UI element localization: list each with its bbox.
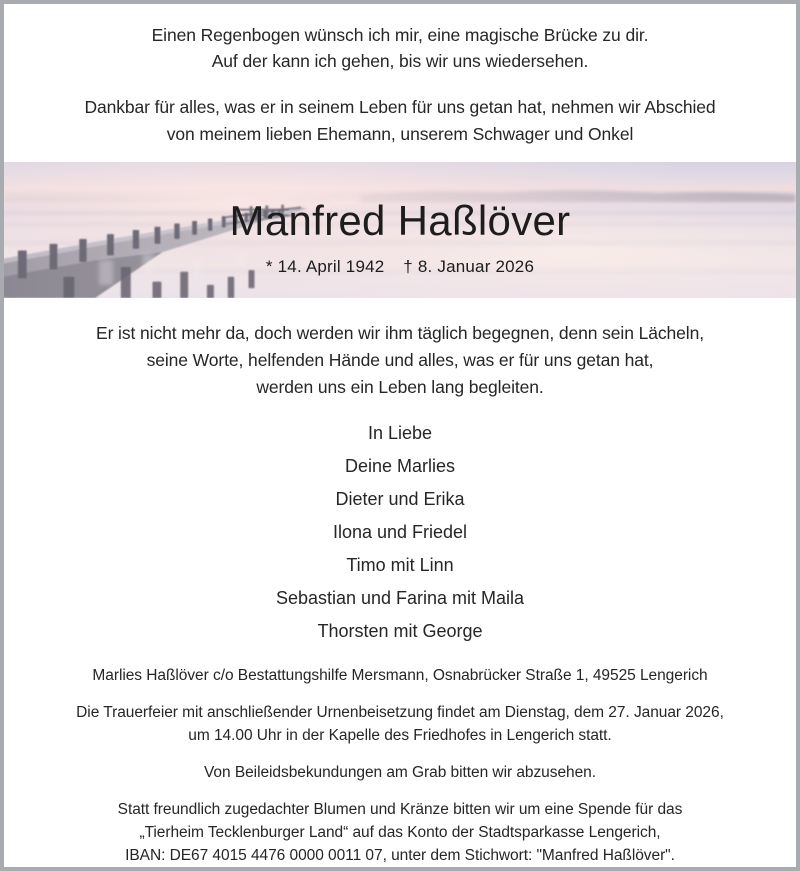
- family-member: Deine Marlies: [344, 456, 456, 476]
- verse-line-1: Einen Regenbogen wünsch ich mir, eine magische Brücke zu dir.: [151, 25, 649, 45]
- condolences-note: [38, 761, 762, 784]
- ceremony-line-1: Die Trauerfeier mit anschließender Urnenbeisetzung findet am Dienstag, dem 27. Januar 2026,: [76, 704, 724, 721]
- intro-line-2: von meinem lieben Ehemann, unserem Schwager und Onkel: [166, 124, 634, 144]
- family-member: Ilona und Friedel: [332, 522, 468, 542]
- family-salutation: In Liebe: [367, 423, 433, 443]
- memorial-line-1: Er ist nicht mehr da, doch werden wir ihm täglich begegnen, denn sein Lächeln,: [96, 323, 704, 343]
- donation-note: [38, 798, 762, 867]
- memorial-line-2: seine Worte, helfenden Hände und alles, was er für uns getan hat,: [146, 350, 654, 370]
- donation-line-3: IBAN: DE67 4015 4476 0000 0011 07, unter dem Stichwort: "Manfred Haßlöver".: [125, 847, 675, 864]
- memorial-line-3: werden uns ein Leben lang begleiten.: [256, 377, 544, 397]
- donation-line-1: Statt freundlich zugedachter Blumen und Kränze bitten wir um eine Spende für das: [117, 801, 683, 818]
- details-block: [4, 648, 796, 867]
- notice-inner: [4, 4, 796, 867]
- family-member: Timo mit Linn: [346, 555, 454, 575]
- address-line: Marlies Haßlöver c/o Bestattungshilfe Mersmann, Osnabrücker Straße 1, 49525 Lengerich: [92, 667, 708, 684]
- family-member: Sebastian und Farina mit Maila: [275, 588, 525, 608]
- intro-line-1: Dankbar für alles, was er in seinem Leben für uns getan hat, nehmen wir Abschied: [84, 97, 716, 117]
- donation-line-2: „Tierheim Tecklenburger Land“ auf das Konto der Stadtsparkasse Lengerich,: [139, 824, 661, 841]
- death-date: 8. Januar 2026: [417, 257, 535, 277]
- family-block: [4, 401, 796, 648]
- birth-symbol: *: [265, 257, 273, 277]
- ceremony-info: [38, 701, 762, 747]
- verse-spacer: [44, 74, 756, 94]
- verse-line-2: Auf der kann ich gehen, bis wir uns wiedersehen.: [211, 51, 589, 71]
- condolences-line: Von Beileidsbekundungen am Grab bitten wir abzusehen.: [203, 764, 596, 781]
- ceremony-line-2: um 14.00 Uhr in der Kapelle des Friedhofes in Lengerich statt.: [188, 727, 612, 744]
- deceased-name: Manfred Haßlöver: [229, 196, 571, 244]
- death-symbol: †: [403, 257, 413, 277]
- verse-block: [4, 4, 796, 148]
- memorial-text-block: [4, 298, 796, 401]
- contact-address: [38, 664, 762, 687]
- birth-date: 14. April 1942: [277, 257, 385, 277]
- family-member: Dieter und Erika: [335, 489, 465, 509]
- lake-pier-photo: [4, 162, 796, 298]
- family-member: Thorsten mit George: [317, 621, 483, 641]
- memorial-photo-banner: [4, 162, 796, 298]
